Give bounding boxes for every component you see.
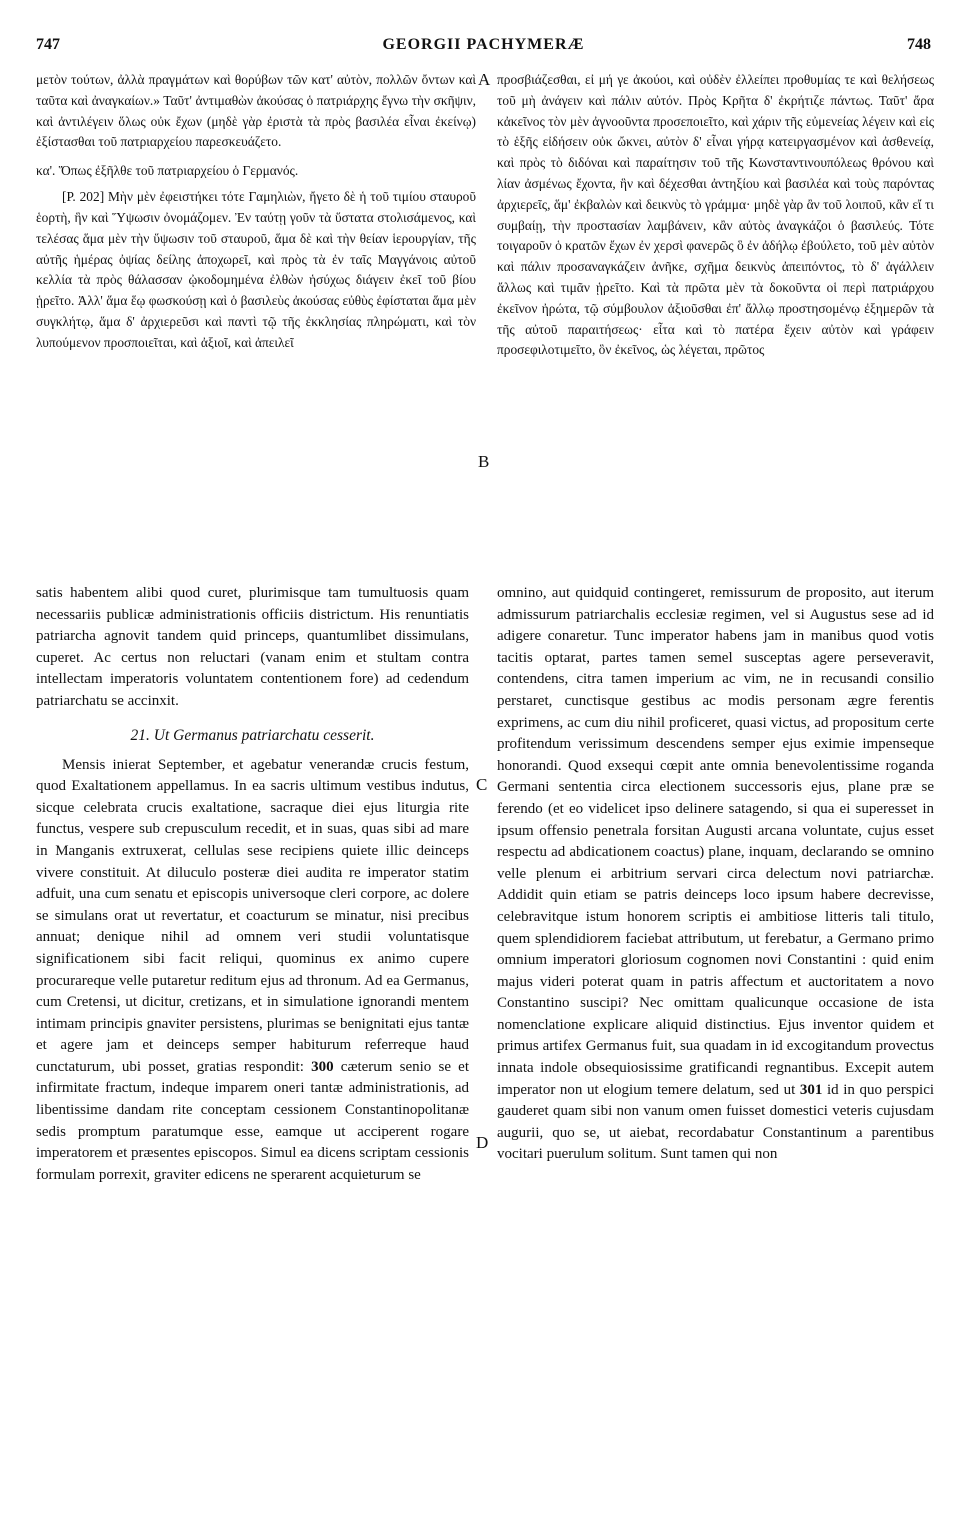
page-number-left: 747 [36,36,60,53]
page-number-right: 748 [907,36,931,53]
latin-left-paragraph-1: satis habentem alibi quod curet, plurimisque tam tumultuosis quam necessariis publicæ administrationis officiis districtum. His renuntiatis patriarcha agnovit tandem quid princeps, quantumlibet dissimulans, cuperet. Ac certus non reluctari (vanam enim et stultam contra intellectam imperatoris voluntatem contentionem fore) ad cedendum patriarchatu se accinxit. [36,585,469,709]
greek-column-right [497,70,934,361]
latin-right-paragraph-1 [497,583,934,1166]
latin-left-text-b: cæterum senio se et infirmitate fractum, indeque imparem oneri tantæ administrationis, ad libentissime dandam rite conceptam cessionem Constantinopolitanæ sedis promptum paratumque esse, eamque ut acciperent rogare imperatorem et præsentes episcopos. Simul ea dicens scriptam cessionis formulam porrexit, graviter edicens ne sperarent acquieturum se [36,1058,469,1183]
latin-left-text-a: Mensis inierat September, et agebatur venerandæ crucis festum, quod Exaltationem appellamus. In ea sacris ultimum vestibus indutus, sicque celebrata crucis exaltatione, sacraque diei ejus liturgia rite functus, vespere sub crepusculum recedit, et in suas, quas sibi ad mare in Manganis extruxerat, cellulas sese recipiens quiete illic deinceps vivere constituit. At diluculo posteræ diei audita re imperator statim adfuit, una cum senatu et episcopis universoque cleri corpore, ac dolere se simulans orat ut revertatur, et coacturum se minatur, nisi precibus annuat; denique nihil ad omnem veri studii voluntatisque significationem sibi facit reliqui, quominus ex animo cupere procurareque velle putaretur reditum ejus ad thronum. Ad ea Germanus, cum Cretensi, ut dicitur, cretizans, et in simulatione ignorandi mentem intimam principis gnaviter persistens, plurimas se benignitati ejus tantæ et agere jam et deinceps semper habiturum referreque haud cunctaturum, ubi posset, gratias respondit: [36,756,469,1075]
greek-right-paragraph-1: προσβιάζεσθαι, εἰ μή γε ἀκούοι, καὶ οὐδὲν ἐλλείπει προθυμίας τε καὶ θελήσεως τοῦ μὴ ἀνάγειν καὶ πάλιν αὐτόν. Πρὸς Κρῆτα δ' ἐκρήτιζε πάντως. Ταῦτ' ἄρα κἀκεῖνος τὸν μὲν ἀγνοοῦντα προσεποιεῖτο, καὶ χάριν τῆς εὐμενείας λέγειν καὶ εἰς τὸ ἑξῆς εἰδήσειν οὐκ ὤκνει, αὐτὸν δ' εἶναι γήρᾳ κατειργασμένον καὶ ἀσθενείᾳ, καὶ πρὸς τὸ διδόναι καὶ παραίτησιν τοῦ τῆς Κωνσταντινουπόλεως θρόνου καὶ λίαν ἀσμένως ἔχοντα, ἣν καὶ δέχεσθαι ἀντηξίου καὶ βασιλέα καὶ τοὺς παρόντας ἀρχιερεῖς, ἅμ' ἐκβαλὼν καὶ δεικνὺς τὸ γράμμα· μηδὲ γὰρ ἂν τοῦ λοιποῦ, κἂν εἴ τι συμβαίῃ, τὴν προστασίαν λαμβάνειν, κἂν αὐτὸς ἀναγκάζοι ὁ βασιλεύς. Τότε τοιγαροῦν ὁ κρατῶν ἔχων ἐν χερσὶ φανερῶς ὃ ἐν ἀδήλῳ ἐβούλετο, τοῦ μὲν αὐτὸν καὶ πάλιν προσαναγκάζειν ἀνῆκε, σχῆμα δεικνὺς ἀπειπόντος, τὸ δ' ἀγάλλειν ἄλλως καὶ τιμᾶν ᾑρεῖτο. Καὶ τὰ πρῶτα μὲν τὰ δοκοῦντα οἱ περὶ πατριάρχου ἐκεῖνον ἠρώτα, τῷ σύμβουλον ἀξιοῦσθαι ἐπ' ἄλλῳ προστησομένῳ ἐξημερῶν τὰ τῆς αὐτοῦ παραιτήσεως· εἶτα καὶ τὸ πατέρα ἔχειν αὐτὸν καὶ γράφειν προσεφιλοτιμεῖτο, ὃν ἐκεῖνος, ὡς λέγεται, πρῶτος [497,72,934,358]
latin-column-left [36,583,469,1186]
margin-marker-d: D [476,1133,489,1152]
latin-column-right [497,583,934,1166]
margin-marker-b: B [478,452,490,471]
margin-marker-c: C [476,775,488,794]
latin-section-heading: 21. Ut Germanus patriarchatu cesserit. [130,726,375,744]
column-number-300: 300 [311,1058,334,1075]
margin-marker-a: A [478,70,491,89]
greek-section-heading: κα'. Ὅπως ἐξῆλθε τοῦ πατριαρχείου ὁ Γερμανός. [36,163,299,179]
greek-left-paragraph-2: [P. 202] Μὴν μὲν ἐφειστήκει τότε Γαμηλιὼν, ἤγετο δὲ ἡ τοῦ τιμίου σταυροῦ ἑορτὴ, ἣν καὶ Ὕψωσιν ὀνομάζομεν. Ἐν ταύτῃ γοῦν τὰ ὕστατα στολισάμενος, καὶ τελέσας ἅμα μὲν τὴν ὕψωσιν τοῦ σταυροῦ, ἅμα δὲ καὶ τὴν θείαν ἱερουργίαν, τῆς αὐτῆς ἡμέρας ὀψίας δείλης ἀποχωρεῖ, καὶ πρὸς τὰ ἐν ταῖς Μαγγάνοις αὐτοῦ κελλία τὰ πρὸς θάλασσαν ᾠκοδομημένα ἐλθὼν ἡσύχως διάγειν ἐκεῖ τοῦ βίου ᾑρεῖτο. Ἀλλ' ἅμα ἕῳ φωσκούσῃ καὶ ὁ βασιλεὺς ἀκούσας εὐθὺς ἐφίσταται ἅμα μὲν συγκλήτῳ, ἅμα δ' ἀρχιερεῦσι καὶ παντὶ τῷ τῆς ἐκκλησίας πληρώματι, καὶ τὸν λυπούμενον προσποιεῖται, καὶ ἀξιοῖ, καὶ ἀπειλεῖ [36,189,476,350]
page-header [36,36,931,60]
greek-column-left [36,70,476,354]
latin-right-text-b: id in quo perspici gauderet quam sibi non vanum omen fuisset domestici veteris cujusdam augurii, quo se, ut aiebat, recordabatur Constantinum a parentibus vocitari puerulum solitum. Sunt tamen qui non [497,1081,934,1163]
latin-left-paragraph-2 [36,755,469,1187]
column-number-301: 301 [799,1081,823,1098]
running-head: GEORGII PACHYMERÆ [382,36,585,53]
greek-left-paragraph-1: μετὸν τούτων, ἀλλὰ πραγμάτων καὶ θορύβων τῶν κατ' αὐτὸν, πολλῶν ὄντων καὶ ταῦτα καὶ ἀναγκαίων.» Ταῦτ' ἀντιμαθὼν ἀκούσας ὁ πατριάρχης ἔγνω τὴν σκῆψιν, καὶ ἀντιλέγειν ὅλως οὐκ ἔχων (μηδὲ γὰρ ἐριστὰ τὰ πρὸς βασιλέα εἶναι ἐκείνῳ) ἐξίστασθαι τοῦ πατριαρχείου παρεσκευάζετο. [36,72,476,150]
latin-right-text-a: omnino, aut quidquid contingeret, remissurum de proposito, aut iterum admissurum patriarchalis ecclesiæ regimen, vel si Augustus sese ad id adigere conaretur. Tunc imperator habens jam in manibus quod votis tacitis optarat, partes tamen semel susceptas agere perseveravit, contendens, citra tamen imperium ac vim, ne in recusandi consilio perstaret, cunctisque gestibus ac modis personam ægre ferentis exprimens, ac cum diu nihil proficeret, quasi victus, ad propositum certe profitendum verissimum descendens semper ejus eximie impenseque honorandi. Quod exsequi cœpit ante omnia benevolentissime roganda Germani sententia circa electionem successoris ejus, plane præ se ferendo (et eo videlicet ipso delinere satagendo, si qua ei superesset in ipsum offensio penetrala forsitan Augusti arcana voluntate, cujus esset respectu ad abdicationem coactus) plane, inquam, declarando se omnino velle plenum ei arbitrium servari circa delectum novi patriarchæ. Addidit quin etiam se patris deinceps loco ipsum habere decrevisse, celebravitque istum honorem scriptis ei ambitiose litteris tali titulo, quem splendidiorem faciebat attributum, ut ferebatur, a Germano primo omnium imperatori gloriosum cognomen novi Constantini : quid enim majus videri poterat quam in patris affectum et auctoritatem a novo Constantino suscipi? Nec omittam qualicunque occasione de ista nomenclatione explicare aliquid distinctius. Ejus inventor quidem et primus artifex Germanus fuit, sua quadam in id excogitandum provectus innata indole obsequiosissime gratificandi regnantibus. Excepit autem imperator non ut elogium temere delatum, sed ut [497,585,934,1098]
